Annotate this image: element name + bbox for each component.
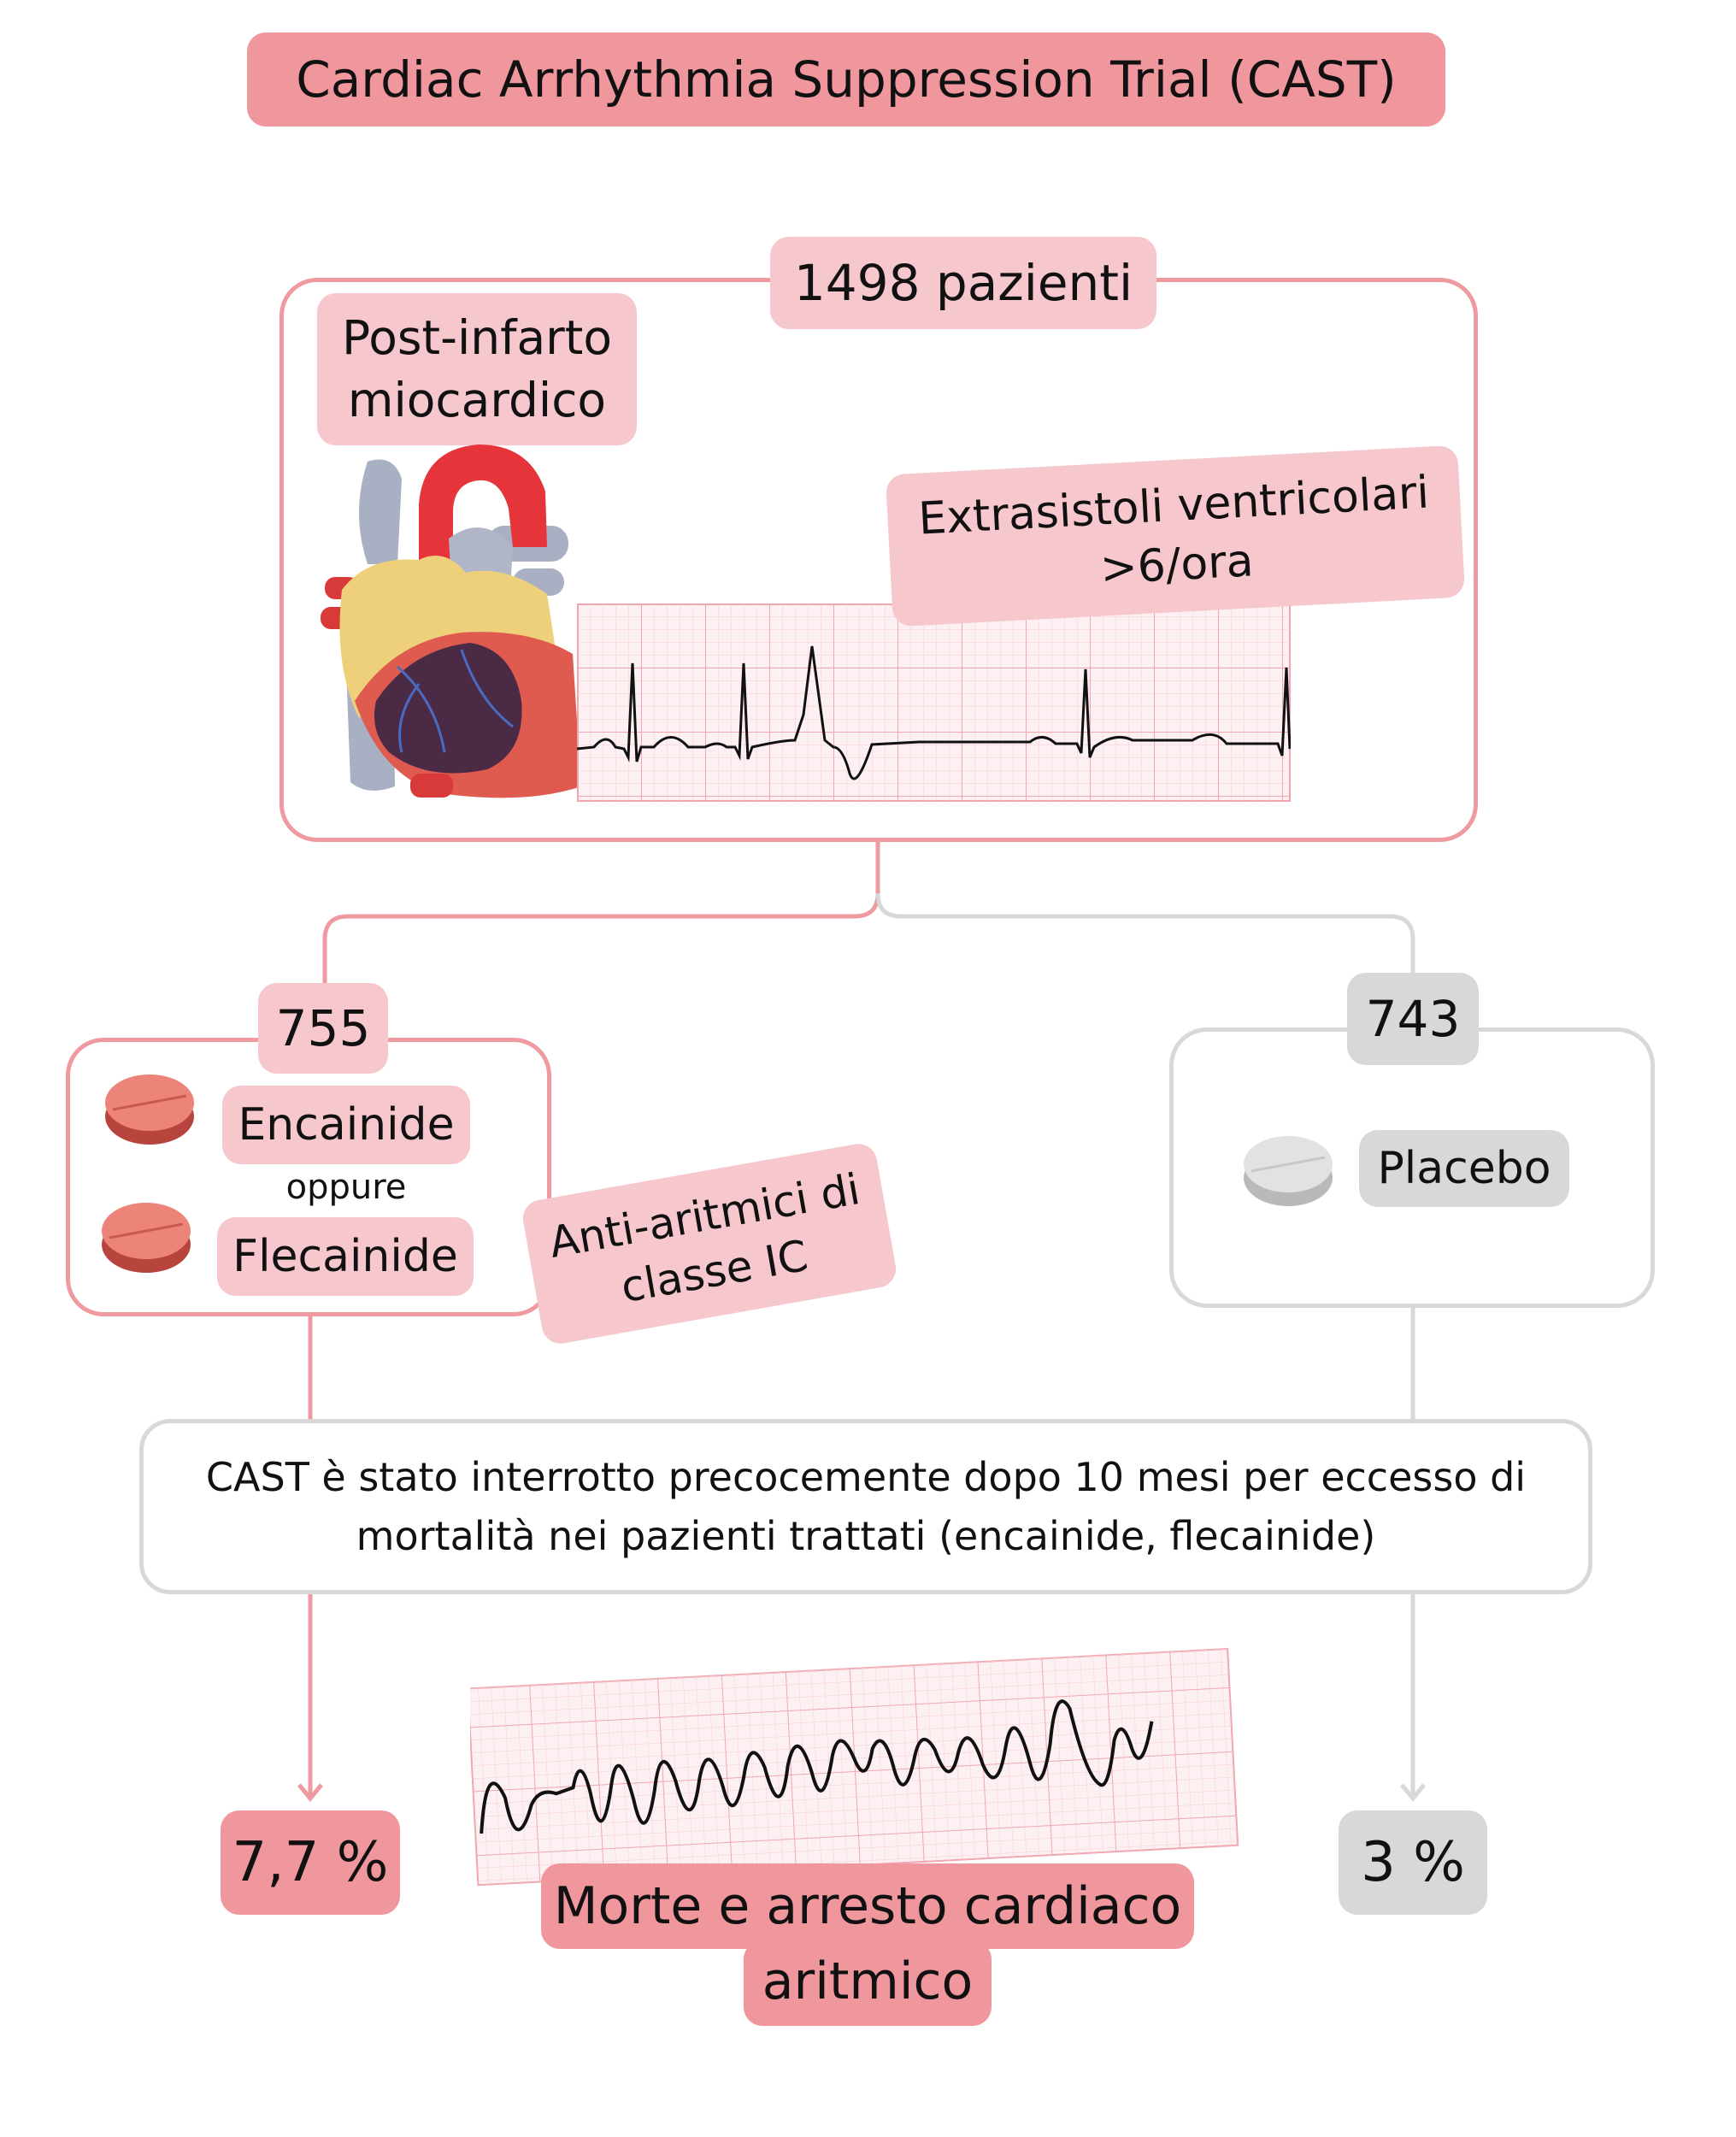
drug-connector-text: oppure	[285, 1168, 407, 1207]
heart-icon	[316, 444, 590, 804]
endpoint-label: Morte e arresto cardiaco aritmico	[553, 1876, 1182, 2011]
tablet-icon-flecainide	[99, 1195, 193, 1277]
outcome-note	[139, 1419, 1592, 1594]
ecg-ventricular-fibrillation-icon	[470, 1643, 1239, 1899]
page-title-text: Cardiac Arrhythmia Suppression Trial (CAST)	[296, 50, 1397, 109]
treatment-result: 7,7 %	[221, 1810, 400, 1915]
outcome-note-text: CAST è stato interrotto precocemente dopo 10 mesi per eccesso di mortalità nei pazienti trattati (encainide, flecainide)	[205, 1453, 1527, 1559]
page-title	[247, 32, 1445, 127]
drug-encainide: Encainide	[222, 1086, 470, 1164]
population-count: 1498 pazienti	[770, 237, 1156, 329]
criterion-label: Extrasistoli ventricolari >6/ora	[886, 445, 1465, 627]
treatment-count: 755	[258, 983, 388, 1074]
drug-class-label: Anti-aritmici di classe IC	[520, 1141, 898, 1346]
drug-flecainide: Flecainide	[217, 1217, 474, 1296]
placebo-label: Placebo	[1359, 1130, 1569, 1207]
condition-label: Post-infarto miocardico	[317, 293, 637, 445]
ecg-extrasystole-icon	[577, 603, 1291, 802]
tablet-icon-placebo	[1241, 1128, 1335, 1210]
tablet-icon-encainide	[103, 1067, 197, 1149]
placebo-count: 743	[1347, 973, 1479, 1065]
placebo-result: 3 %	[1339, 1810, 1487, 1915]
